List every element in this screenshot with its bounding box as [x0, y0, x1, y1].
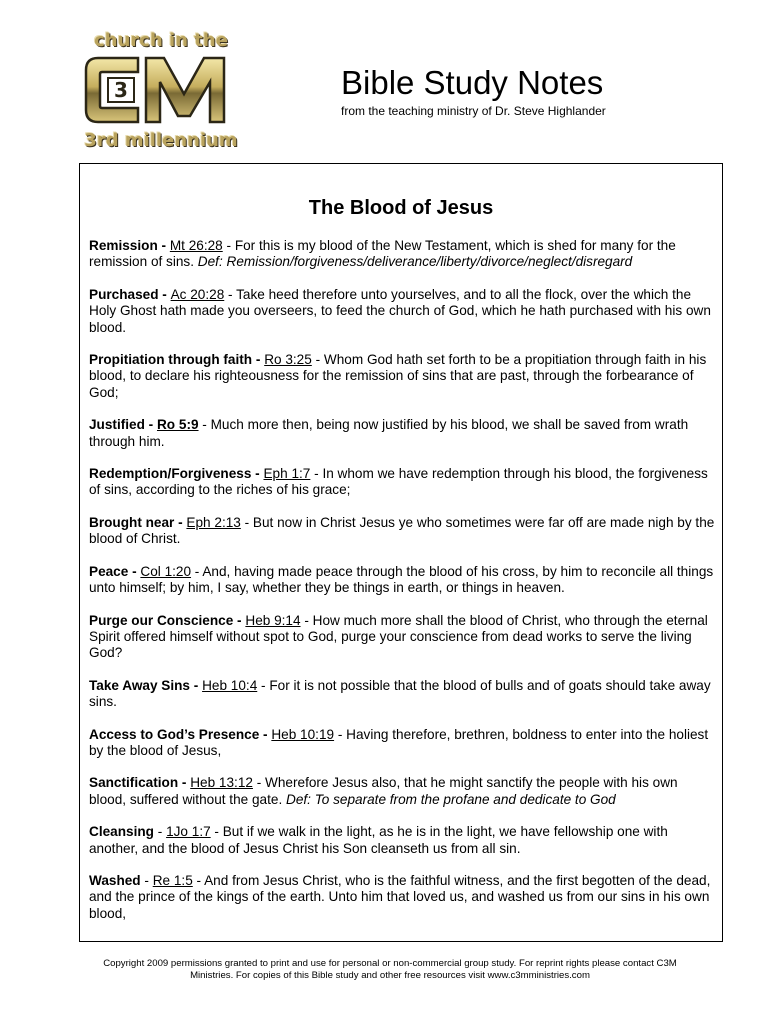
document-title: The Blood of Jesus	[308, 197, 494, 219]
entry-term: Justified -	[89, 417, 157, 433]
verse-text: - But if we walk in the light, as he is in the light, we have fellowship one with another, and the blood of Jesus Christ his Son cleanseth us from all sin.	[89, 824, 668, 856]
entry-redemption	[89, 466, 717, 499]
entry-cleansing: Cleansing - 1Jo 1:7 - But if we walk in the light, as he is in the light, we have fellowship one with another, and the blood of Jesus Christ his Son cleanseth us from all sin.	[89, 824, 668, 856]
footer-line-2: Ministries. For copies of this Bible study and other free resources visit www.c3mministries.com	[190, 970, 590, 981]
entry-term: Sanctification -	[89, 775, 191, 791]
entry-term: Remission -	[89, 238, 170, 253]
entries-list	[89, 238, 717, 938]
entry-term: Cleansing	[89, 824, 154, 840]
entry-access	[89, 727, 717, 760]
entry-term: Washed	[89, 872, 141, 888]
c3m-logo-mark	[80, 50, 242, 130]
definition: Def: Remission/forgiveness/deliverance/liberty/divorce/neglect/disregard	[197, 254, 633, 270]
entry-sanctification	[89, 775, 717, 808]
entry-term: Purchased -	[89, 286, 171, 302]
definition: Def: To separate from the profane and dedicate to God	[286, 791, 616, 807]
entry-peace	[89, 564, 717, 597]
entry-term: Take Away Sins -	[89, 677, 203, 693]
scripture-reference: Heb 9:14	[245, 612, 301, 628]
scripture-reference: Eph 2:13	[186, 514, 241, 530]
entry-term: Purge our Conscience -	[89, 612, 246, 628]
scripture-reference: Mt 26:28	[169, 238, 223, 253]
scripture-reference: Ac 20:28	[170, 286, 225, 302]
entry-take-away-sins	[89, 678, 717, 711]
entry-term: Redemption/Forgiveness -	[89, 466, 264, 482]
verse-text: - Take heed therefore unto yourselves, and to all the flock, over the which the Holy Ghost hath made you overseers, to feed the church of God, which he hath purchased with his own blood.	[89, 286, 711, 335]
scripture-reference: Heb 10:4	[202, 677, 258, 693]
scripture-reference: Heb 10:19	[271, 726, 335, 742]
verse-text: - How much more shall the blood of Christ, who through the eternal Spirit offered himself without spot to God, purge your conscience from dead works to serve the living God?	[89, 612, 708, 661]
entry-brought-near	[89, 515, 717, 548]
notes-box	[79, 163, 723, 942]
church-logo	[80, 28, 242, 154]
verse-text: - Wherefore Jesus also, that he might sanctify the people with his own blood, suffered without the gate.	[89, 775, 678, 807]
page-subtitle: from the teaching ministry of Dr. Steve Highlander	[341, 104, 606, 118]
verse-text: - Whom God hath set forth to be a propitiation through faith in his blood, to declare his righteousness for the remission of sins that are past, through the forbearance of God;	[89, 352, 707, 400]
verse-text: - Much more then, being now justified by his blood, we shall be saved from wrath through him.	[89, 417, 689, 449]
entry-term: Access to God’s Presence -	[89, 726, 272, 742]
page-title: Bible Study Notes	[341, 64, 604, 101]
verse-text: - And, having made peace through the blood of his cross, by him to reconcile all things unto himself; by him, I say, whether they be things in earth, or things in heaven.	[89, 563, 714, 596]
entry-term: Propitiation through faith -	[89, 352, 265, 368]
copyright-footer	[60, 958, 720, 982]
scripture-reference: Ro 3:25	[264, 352, 312, 368]
scripture-reference: Heb 13:12	[190, 775, 253, 791]
entry-term: Brought near -	[89, 514, 187, 530]
verse-text: - In whom we have redemption through his blood, the forgiveness of sins, according to the riches of his grace;	[89, 466, 708, 498]
entry-term: Peace -	[89, 563, 141, 579]
verse-text: - For it is not possible that the blood of bulls and of goats should take away sins.	[89, 677, 711, 710]
scripture-reference: Ro 5:9	[156, 417, 199, 433]
entry-purchased	[89, 287, 717, 336]
verse-text: - For this is my blood of the New Testament, which is shed for many for the remission of sins.	[89, 238, 676, 270]
entry-propitiation	[89, 352, 717, 401]
entry-washed: Washed - Re 1:5 - And from Jesus Christ, who is the faithful witness, and the first begotten of the dead, and the prince of the kings of the earth. Unto him that loved us, and washed us from our sins in his own blood,	[89, 872, 711, 921]
verse-text: - But now in Christ Jesus ye who sometimes were far off are made nigh by the blood of Christ.	[89, 514, 715, 547]
entry-purge-conscience	[89, 613, 717, 662]
entry-remission	[89, 238, 717, 271]
svg-text:3: 3	[114, 78, 128, 102]
footer-line-1: Copyright 2009 permissions granted to print and use for personal or non-commercial group study. For reprint rights please contact C3M	[103, 958, 677, 969]
scripture-reference: Col 1:20	[140, 563, 192, 579]
logo-bottom-text: 3rd millennium	[84, 130, 238, 151]
verse-text: - And from Jesus Christ, who is the faithful witness, and the first begotten of the dead, and the prince of the kings of the earth. Unto him that loved us, and washed us from our sins in his own blood,	[89, 872, 711, 921]
logo-top-text: church in the	[94, 30, 228, 51]
scripture-reference: 1Jo 1:7	[166, 824, 211, 840]
scripture-reference: Eph 1:7	[263, 466, 311, 482]
scripture-reference: Re 1:5	[152, 872, 193, 888]
entry-justified	[89, 417, 717, 450]
verse-text: - Having therefore, brethren, boldness to enter into the holiest by the blood of Jesus,	[89, 726, 709, 758]
